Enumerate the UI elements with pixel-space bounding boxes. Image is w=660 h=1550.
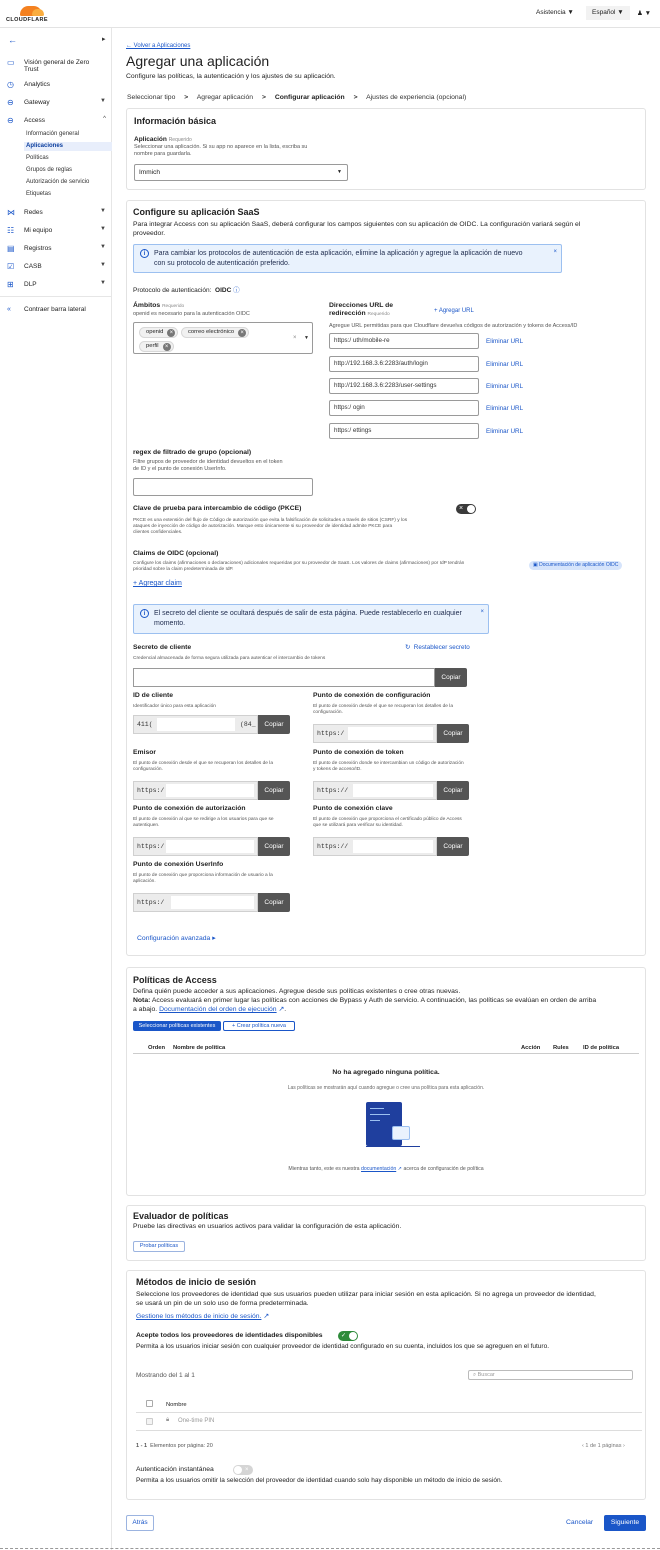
app-help: Seleccionar una aplicación. Si su app no aparece en la lista, escriba su nombre para guardarla. <box>134 144 308 157</box>
sidebar-sub-rule-groups[interactable]: Grupos de reglas <box>26 167 73 173</box>
page-subtitle: Configure las políticas, la autenticación y los ajustes de su aplicación. <box>126 73 336 80</box>
next-button[interactable]: Siguiente <box>604 1515 646 1531</box>
add-url-button[interactable]: + Agregar URL <box>434 308 474 314</box>
brand-name: CLOUDFLARE <box>6 17 48 23</box>
sidebar-item-overview[interactable]: ▭ Visión general de Zero Trust <box>7 58 90 73</box>
search-icon: ⌕ <box>473 1372 477 1378</box>
delete-url-button-1[interactable]: Eliminar URL <box>486 338 524 345</box>
scope-chip-profile: perfil × <box>139 341 174 352</box>
auth-endpoint-label: Punto de conexión de autorización <box>133 805 246 812</box>
create-policy-button[interactable]: + Crear política nueva <box>223 1021 295 1031</box>
issuer-help: El punto de conexión desde el que se recuperan los detalles de la configuración. <box>133 761 274 772</box>
group-regex-help: Filtre grupos de proveedor de identidad devueltos en el token de ID y el punto de conexión UserInfo. <box>133 459 283 472</box>
login-methods-title: Métodos de inicio de sesión <box>136 1277 257 1287</box>
remove-chip-icon[interactable]: × <box>163 343 171 351</box>
delete-url-button-2[interactable]: Eliminar URL <box>486 361 524 368</box>
pkce-toggle[interactable]: × <box>456 504 476 514</box>
sidebar-item-dlp[interactable]: ⊞ DLP ▼ <box>7 280 106 289</box>
copy-secret-button[interactable]: Copiar <box>435 668 467 687</box>
analytics-icon: ◷ <box>7 80 14 89</box>
claims-help: Configure los claims (afirmaciones o declaraciones) adicionales requeridas por su proveedor de SaaS. Los valores de claims (afirmaciones) por IdP tendrán prioridad sobre la claim predeterminada de IdP. <box>133 561 465 572</box>
sidebar-item-access[interactable]: ⊖ Access ^ <box>7 116 106 125</box>
instant-auth-toggle[interactable]: × <box>233 1465 253 1475</box>
sidebar-sub-applications[interactable]: Aplicaciones <box>24 142 112 151</box>
page-title: Agregar una aplicación <box>126 53 270 69</box>
chevron-down-icon: ▼ <box>100 226 106 232</box>
pagination-info: 1 - 1 Elementos por página: 20 <box>136 1443 213 1449</box>
idp-search-input[interactable]: ⌕ Buscar <box>468 1370 633 1380</box>
chevron-down-icon: ▼ <box>100 98 106 104</box>
redirect-url-input-2[interactable]: http://192.168.3.6:2283/auth/login <box>329 356 479 372</box>
policies-table-header: Orden Nombre de política Acción Rules ID de política <box>133 1040 639 1054</box>
back-arrow-icon[interactable]: ← <box>8 35 17 45</box>
login-methods-desc: Seleccione los proveedores de identidad que sus usuarios pueden utilizar para iniciar sesión en esta aplicación. Si no agrega un proveedor de identidad, se usará un pin de un solo uso de forma predeterminada. <box>136 1291 596 1307</box>
manage-login-methods-link[interactable]: Gestione los métodos de inicio de sesión. ↗ <box>136 1313 270 1320</box>
dlp-icon: ⊞ <box>7 280 14 289</box>
pkce-help: PKCE es una extensión del flujo de Código de autorización que evita la falsificación de solicitudes a través de sitios (CSRF) y los ataques de inyección de código de autorización. Marque esto únicamente si su proveedor de identidad admite PKCE para clientes confidenciales. <box>133 518 408 535</box>
delete-url-button-5[interactable]: Eliminar URL <box>486 428 524 435</box>
language-menu[interactable]: Español ▼ <box>586 6 630 20</box>
key-endpoint-help: El punto de conexión que proporciona el certificado público de Access que se utilizará para verificar su identidad. <box>313 817 462 828</box>
protocol-row: Protocolo de autenticación: OIDC ⓘ <box>133 287 240 294</box>
oidc-docs-badge[interactable]: ▣ Documentación de aplicación OIDC <box>529 561 622 570</box>
key-endpoint-field: https:// Copiar <box>313 837 469 856</box>
copy-key-endpoint-button[interactable]: Copiar <box>437 837 469 856</box>
accept-all-idp-label: Acepte todos los proveedores de identidades disponibles <box>136 1332 323 1339</box>
clear-icon[interactable]: × <box>293 335 297 341</box>
sidebar-item-team[interactable]: ☷ Mi equipo ▼ <box>7 226 106 235</box>
group-regex-input[interactable] <box>133 478 313 496</box>
basic-info-card <box>126 108 646 190</box>
token-endpoint-field: https:// Copiar <box>313 781 469 800</box>
userinfo-endpoint-label: Punto de conexión UserInfo <box>133 861 224 868</box>
breadcrumb-steps: Seleccionar tipo > Agregar aplicación > Configurar aplicación > Ajustes de experiencia (opcional) <box>127 94 467 101</box>
row-checkbox[interactable] <box>146 1418 153 1425</box>
info-icon: i <box>140 249 149 258</box>
sidebar <box>0 28 112 1550</box>
userinfo-endpoint-field: https:/ Copiar <box>133 893 290 912</box>
auth-endpoint-help: El punto de conexión al que se redirige a los usuarios para que se autentiquen. <box>133 817 274 828</box>
instant-auth-help: Permita a los usuarios omitir la selección del proveedor de identidad cuando solo hay disponible un método de inicio de sesión. <box>136 1477 503 1484</box>
client-secret-help: Credencial almacenada de forma segura utilizada para autenticar el intercambio de tokens <box>133 656 326 661</box>
policies-title: Políticas de Access <box>133 975 217 985</box>
close-icon[interactable]: × <box>480 609 484 615</box>
userinfo-endpoint-help: El punto de conexión que proporciona información de usuario a la aplicación. <box>133 873 273 884</box>
sidebar-item-logs[interactable]: ▤ Registros ▼ <box>7 244 106 253</box>
basic-info-title: Información básica <box>134 116 217 126</box>
pkce-label: Clave de prueba para intercambio de código (PKCE) <box>133 505 302 512</box>
remove-chip-icon[interactable]: × <box>167 329 175 337</box>
expand-arrow-icon[interactable]: ▸ <box>102 36 106 43</box>
client-id-field: 411( (84_ Copiar <box>133 715 290 734</box>
chevron-down-icon[interactable]: ▼ <box>304 335 309 341</box>
instant-auth-label: Autenticación instantánea <box>136 1466 214 1473</box>
external-link-icon: ↗ <box>278 1006 285 1013</box>
policies-empty-title: No ha agregado ninguna política. <box>332 1069 440 1076</box>
showing-count: Mostrando del 1 al 1 <box>136 1372 195 1379</box>
networks-icon: ⋈ <box>7 208 15 217</box>
external-link-icon: ↗ <box>263 1313 270 1320</box>
protocol-info-banner: i Para cambiar los protocolos de autenticación de esta aplicación, elimine la aplicación y agregue la aplicación de nuevo con su protocolo de autenticación preferido. × <box>133 244 562 273</box>
evaluator-title: Evaluador de políticas <box>133 1211 229 1221</box>
collapse-sidebar-button[interactable]: « Contraer barra lateral <box>7 306 86 313</box>
scope-chip-email: correo electrónico × <box>181 327 249 338</box>
info-circle-icon[interactable]: ⓘ <box>233 287 240 294</box>
app-label: Aplicación Requerido <box>134 136 192 143</box>
user-menu-icon[interactable]: ♟ ▼ <box>637 10 652 17</box>
refresh-icon: ↻ <box>405 644 411 651</box>
redirect-label: Direcciones URL de redirección Requerido <box>329 302 394 317</box>
sidebar-sub-overview[interactable]: Información general <box>26 131 80 137</box>
copy-client-id-button[interactable]: Copiar <box>258 715 290 734</box>
casb-icon: ☑ <box>7 262 15 271</box>
sidebar-item-networks[interactable]: ⋈ Redes ▼ <box>7 208 106 217</box>
idp-table-header: Nombre <box>136 1397 642 1413</box>
cloudflare-logo[interactable] <box>6 6 54 24</box>
sidebar-sub-service-auth[interactable]: Autorización de servicio <box>26 179 90 185</box>
select-all-checkbox[interactable] <box>146 1400 153 1407</box>
lock-icon: 🔒︎ <box>166 1417 170 1423</box>
redirect-help: Agregue URL permitidas para que Cloudflare devuelva códigos de autorización y tokens de Access/ID <box>329 323 578 329</box>
accept-all-idp-toggle[interactable]: ✓ <box>338 1331 358 1341</box>
select-existing-policies-button[interactable]: Seleccionar políticas existentes <box>133 1021 221 1031</box>
step-select-type[interactable]: Seleccionar tipo <box>127 94 176 101</box>
gateway-icon: ⊖ <box>7 98 14 107</box>
copy-token-endpoint-button[interactable]: Copiar <box>437 781 469 800</box>
overview-icon: ▭ <box>7 58 15 67</box>
delete-url-button-3[interactable]: Eliminar URL <box>486 383 524 390</box>
issuer-label: Emisor <box>133 749 157 756</box>
test-policies-button[interactable]: Probar políticas <box>133 1241 185 1252</box>
group-regex-label: regex de filtrado de grupo (opcional) <box>133 449 252 456</box>
policy-docs-link[interactable]: documentación <box>361 1166 397 1172</box>
app-select[interactable]: Immich ▼ <box>134 164 348 181</box>
add-claim-button[interactable]: + Agregar claim <box>133 580 182 587</box>
team-icon: ☷ <box>7 226 15 235</box>
execution-order-doc-link[interactable]: Documentación del orden de ejecución <box>159 1006 277 1013</box>
config-endpoint-help: El punto de conexión desde el que se recuperan los detalles de la configuración. <box>313 704 454 715</box>
client-secret-field <box>133 668 466 687</box>
scopes-label: Ámbitos Requerido <box>133 302 185 309</box>
logs-icon: ▤ <box>7 244 15 253</box>
secret-info-banner: i El secreto del cliente se ocultará después de salir de esta página. Puede restablecerlo en cualquier momento. × <box>133 604 489 634</box>
config-endpoint-label: Punto de conexión de configuración <box>313 692 431 699</box>
copy-issuer-button[interactable]: Copiar <box>258 781 290 800</box>
chevron-down-icon: ▼ <box>100 244 106 250</box>
remove-chip-icon[interactable]: × <box>238 329 246 337</box>
sidebar-item-analytics[interactable]: ◷ Analytics <box>7 80 51 89</box>
config-endpoint-field: https:/ Copiar <box>313 724 469 743</box>
step-experience[interactable]: Ajustes de experiencia (opcional) <box>366 94 467 101</box>
redirect-url-input-4[interactable]: https:/ ogin <box>329 400 479 416</box>
issuer-field: https:/ Copiar <box>133 781 290 800</box>
step-add-app[interactable]: Agregar aplicación <box>196 94 254 101</box>
token-endpoint-label: Punto de conexión de token <box>313 749 404 756</box>
saas-title: Configure su aplicación SaaS <box>133 207 260 217</box>
sidebar-sub-tags[interactable]: Etiquetas <box>26 191 52 197</box>
cancel-button[interactable]: Cancelar <box>566 1519 594 1526</box>
policies-doc-footer: Mientras tanto, este es nuestra documentación ↗ acerca de configuración de política <box>288 1166 484 1172</box>
chevron-down-icon: ▼ <box>100 262 106 268</box>
back-to-apps-link[interactable]: ← Volver a Aplicaciones <box>126 43 191 49</box>
sidebar-item-casb[interactable]: ☑ CASB ▼ <box>7 262 106 271</box>
chevron-down-icon: ▼ <box>337 169 342 175</box>
delete-url-button-4[interactable]: Eliminar URL <box>486 405 524 412</box>
saas-desc: Para integrar Access con su aplicación SaaS, deberá configurar los campos siguientes con su aplicación de OIDC. La configuración variará según el proveedor. <box>133 221 581 237</box>
chevron-up-icon: ^ <box>103 116 106 122</box>
chevron-down-icon: ▼ <box>100 208 106 214</box>
reset-secret-button[interactable]: ↻ Restablecer secreto <box>405 644 470 651</box>
key-endpoint-label: Punto de conexión clave <box>313 805 393 812</box>
sidebar-sub-policies[interactable]: Políticas <box>26 155 49 161</box>
copy-config-endpoint-button[interactable]: Copiar <box>437 724 469 743</box>
step-configure-app: Configurar aplicación <box>274 94 345 101</box>
double-chevron-left-icon: « <box>7 306 11 313</box>
sidebar-item-gateway[interactable]: ⊖ Gateway ▼ <box>7 98 106 107</box>
close-icon[interactable]: × <box>553 249 557 255</box>
client-secret-label: Secreto de cliente <box>133 644 192 651</box>
scopes-help: openid es necesario para la autenticación OIDC <box>133 311 250 317</box>
empty-state-illustration <box>366 1102 420 1148</box>
back-button[interactable]: Atrás <box>126 1515 154 1531</box>
accept-all-idp-help: Permita a los usuarios iniciar sesión con cualquier proveedor de identidad configurado en su cuenta, incluidos los que se agreguen en el futuro. <box>136 1343 550 1350</box>
redirect-url-input-1[interactable]: https:/ uth/mobile-re <box>329 333 479 349</box>
copy-auth-endpoint-button[interactable]: Copiar <box>258 837 290 856</box>
page-divider <box>0 1548 660 1549</box>
advanced-config-link[interactable]: Configuración avanzada ▸ <box>137 935 216 942</box>
scope-chip-openid: openid × <box>139 327 178 338</box>
client-id-label: ID de cliente <box>133 692 174 699</box>
assist-menu[interactable]: Asistencia ▼ <box>536 9 574 16</box>
policies-empty-desc: Las políticas se mostrarán aquí cuando agregue o cree una política para esta aplicación. <box>287 1085 485 1091</box>
auth-endpoint-field: https:/ Copiar <box>133 837 290 856</box>
scopes-multiselect[interactable] <box>133 322 313 354</box>
info-icon: i <box>140 609 149 618</box>
policies-desc: Defina quién puede acceder a sus aplicaciones. Agregue desde sus políticas existentes o cree otras nuevas. Nota: Access evaluará en primer lugar las políticas con acciones de Bypass y Auth de servicio. A continuación, las políticas se evalúan en orden de arriba a abajo. Documentación del orden de ejecución ↗. <box>133 988 597 1013</box>
redirect-url-input-3[interactable]: http://192.168.3.6:2283/user-settings <box>329 378 479 394</box>
access-icon: ⊖ <box>7 116 14 125</box>
top-bar <box>0 0 660 28</box>
chevron-down-icon: ▼ <box>100 280 106 286</box>
redirect-url-input-5[interactable]: https:/ ettings <box>329 423 479 439</box>
pagination-controls[interactable]: ‹ 1 de 1 páginas › <box>582 1443 625 1449</box>
idp-table-row: 🔒︎ One-time PIN <box>136 1413 642 1431</box>
evaluator-desc: Pruebe las directivas en usuarios activos para validar la configuración de esta aplicación. <box>133 1223 402 1230</box>
claims-label: Claims de OIDC (opcional) <box>133 550 219 557</box>
token-endpoint-help: El punto de conexión donde se intercambian un código de autorización y tokens de acceso/ID. <box>313 761 464 772</box>
copy-userinfo-endpoint-button[interactable]: Copiar <box>258 893 290 912</box>
client-id-help: Identificador único para esta aplicación <box>133 704 216 709</box>
